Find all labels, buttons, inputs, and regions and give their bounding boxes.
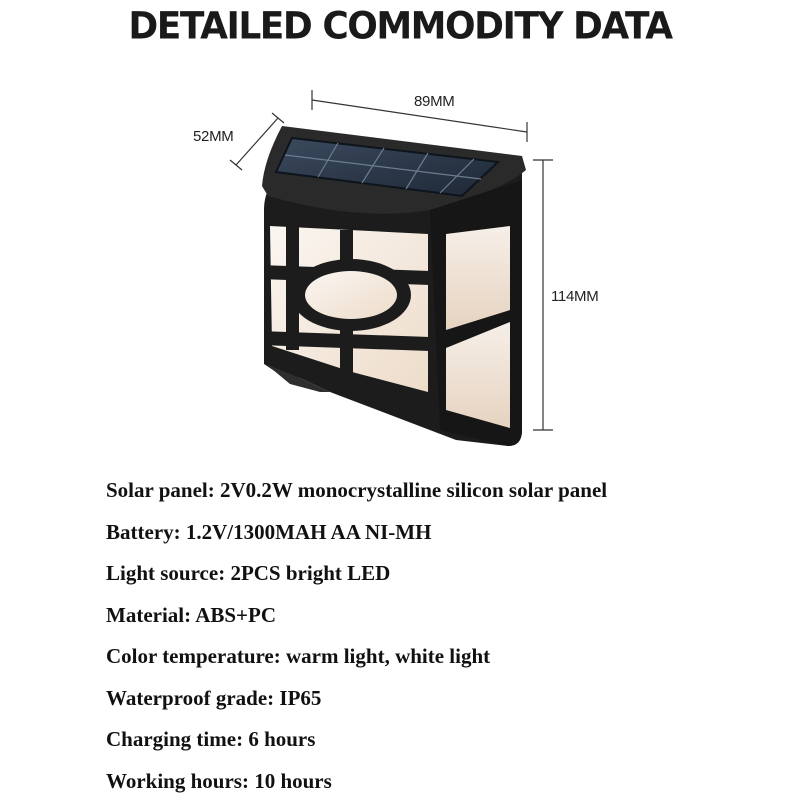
dimension-depth-label: 52MM	[193, 128, 233, 145]
spec-battery: Battery: 1.2V/1300MAH AA NI-MH	[106, 518, 607, 560]
spec-material: Material: ABS+PC	[106, 601, 607, 643]
spec-list	[106, 476, 607, 808]
spec-solar-panel: Solar panel: 2V0.2W monocrystalline silicon solar panel	[106, 476, 607, 518]
spec-working-hours: Working hours: 10 hours	[106, 767, 607, 808]
dimension-width-label: 89MM	[414, 93, 454, 110]
solar-light-body	[262, 126, 526, 446]
spec-charging-time: Charging time: 6 hours	[106, 725, 607, 767]
spec-light-source: Light source: 2PCS bright LED	[106, 559, 607, 601]
page-title: DETAILED COMMODITY DATA	[0, 5, 800, 48]
spec-waterproof-grade: Waterproof grade: IP65	[106, 684, 607, 726]
dimension-height-line	[533, 160, 553, 430]
spec-color-temperature: Color temperature: warm light, white light	[106, 642, 607, 684]
dimension-height-label: 114MM	[551, 288, 598, 305]
